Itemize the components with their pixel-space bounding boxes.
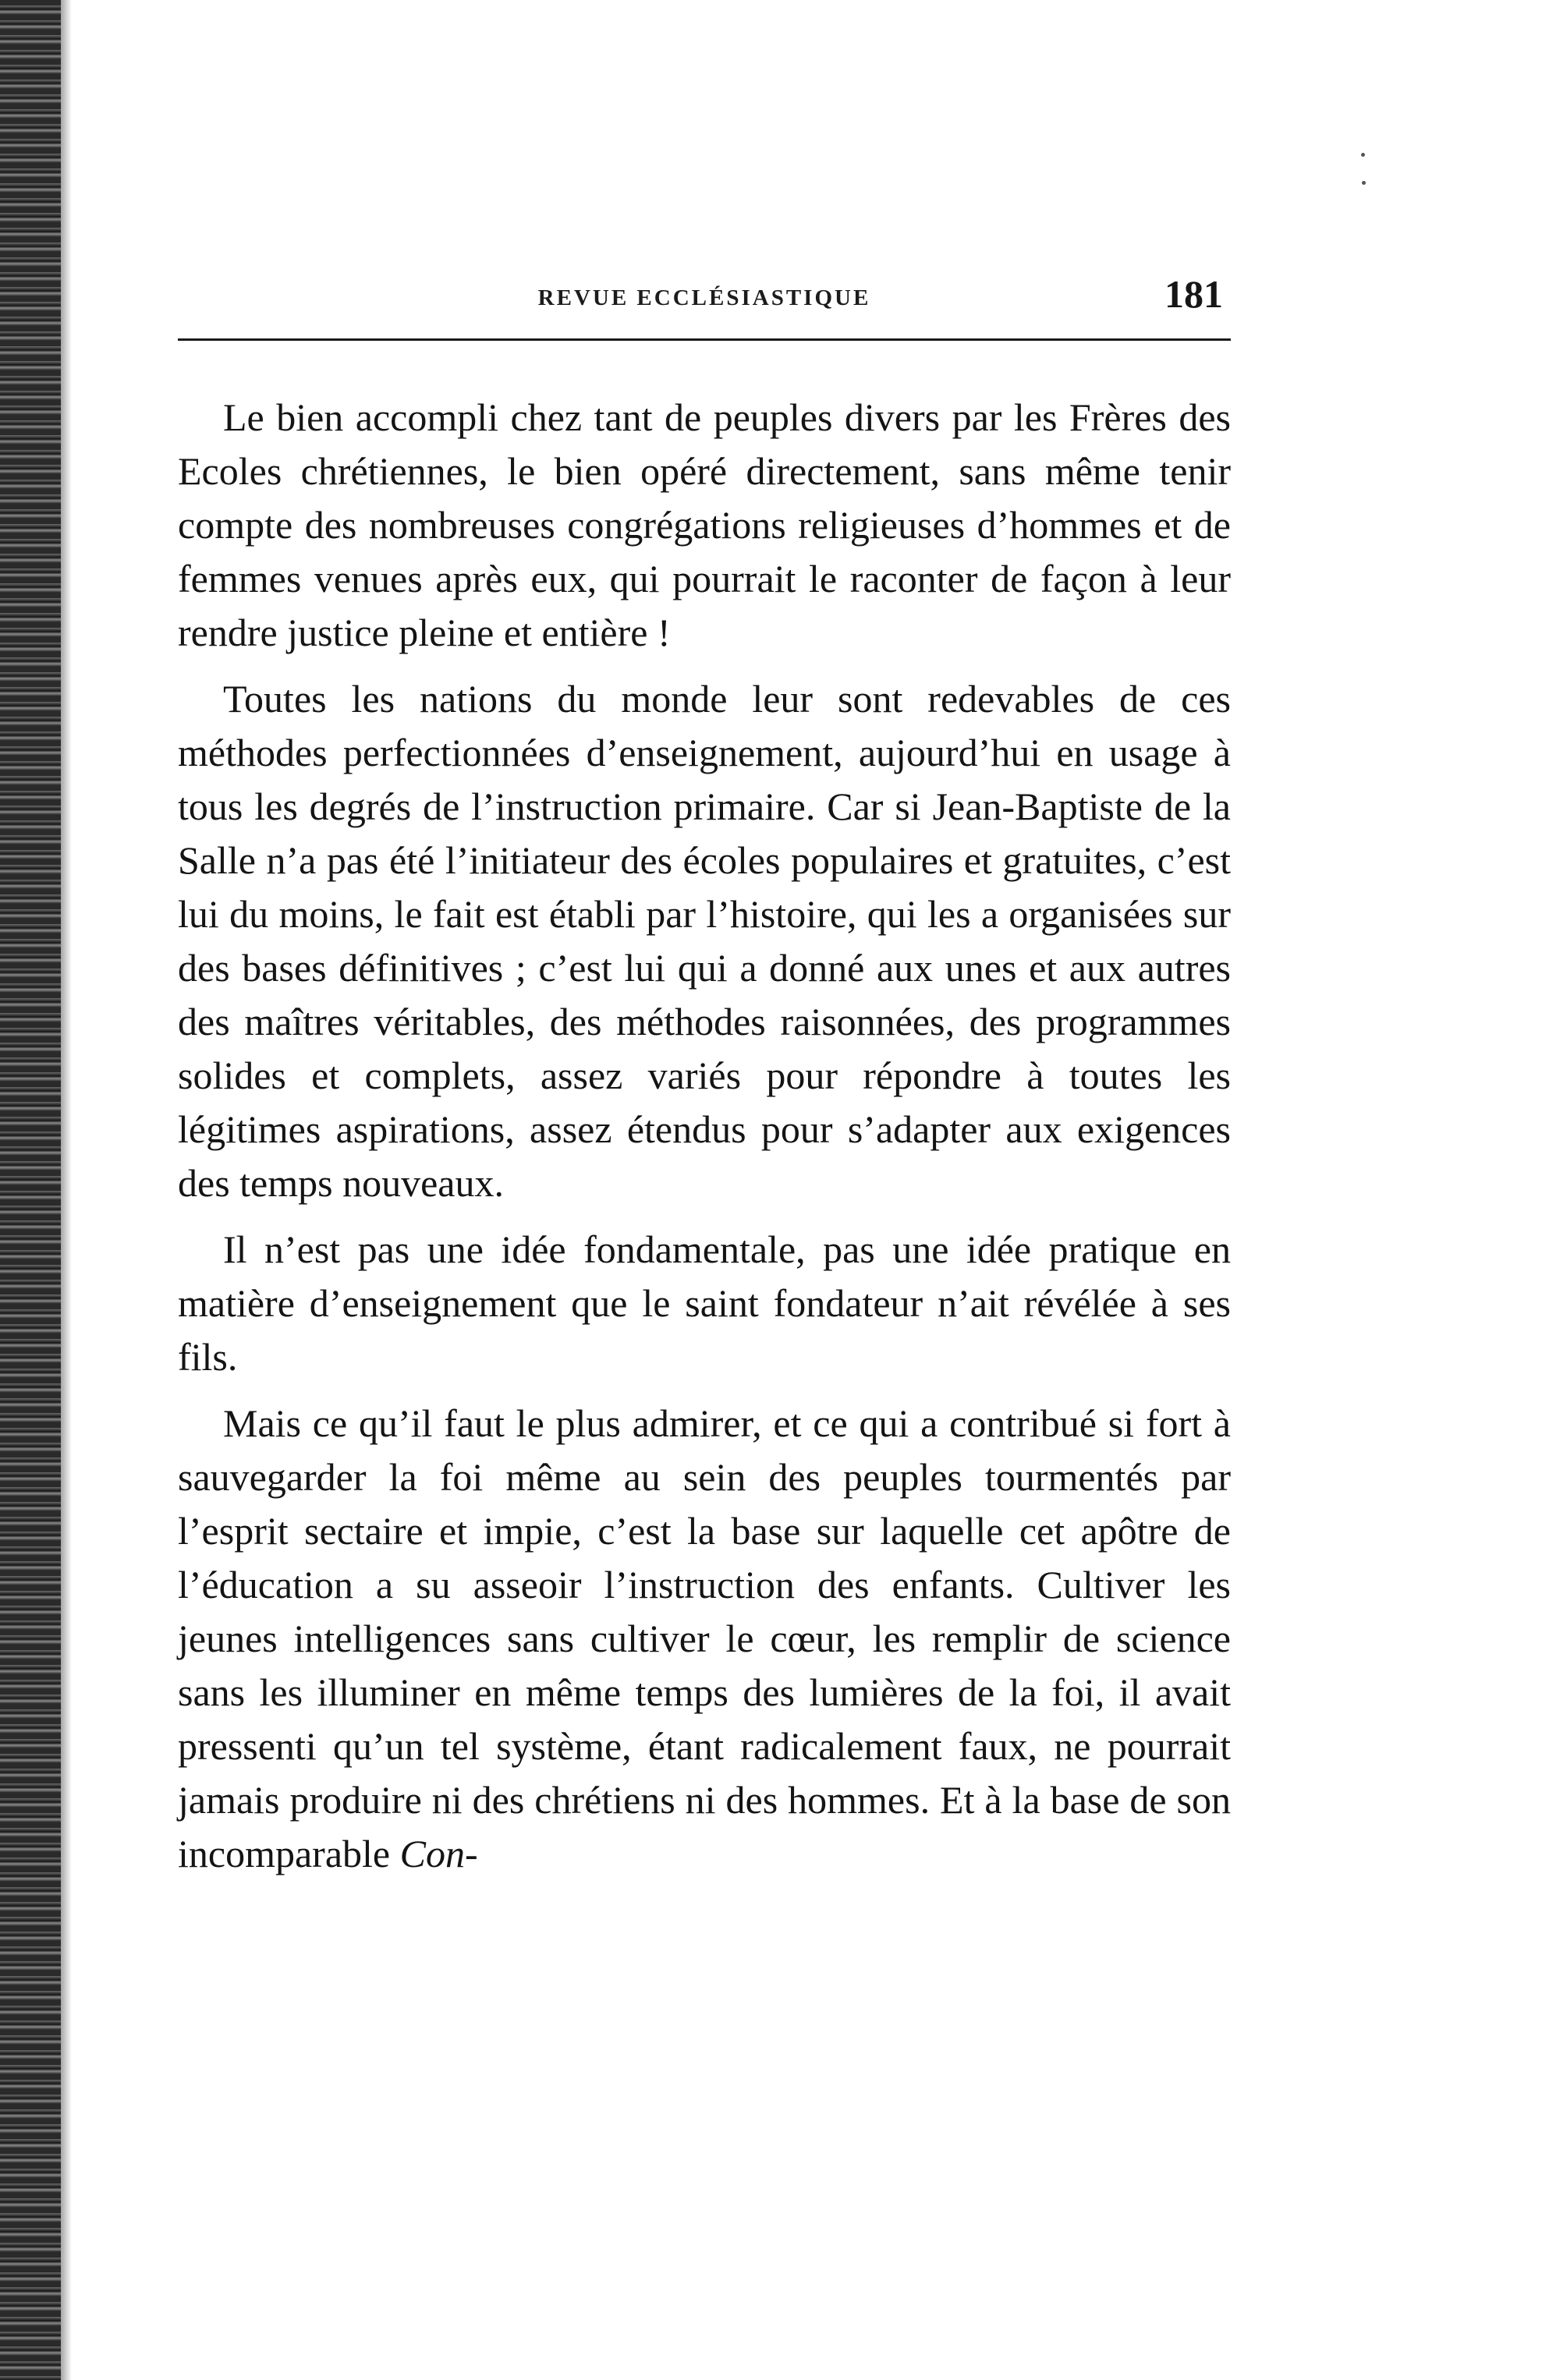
paper-speck bbox=[1361, 153, 1365, 157]
paragraph-1: Le bien accompli chez tant de peuples divers par les Frères des Ecoles chrétiennes, le bien opéré directement, sans même tenir compte des nombreuses congrégations religieuses d’hommes et de femmes venues après eux, qui pourrait le raconter de façon à leur rendre justice pleine et entière ! bbox=[178, 395, 1231, 654]
paragraph-2: Toutes les nations du monde leur sont redevables de ces méthodes perfectionnées d’enseignement, aujourd’hui en usage à tous les degrés de l’instruction primaire. Car si Jean-Baptiste de la Salle n’a pas été l’initiateur des écoles populaires et gratuites, c’est lui du moins, le fait est établi par l’histoire, qui les a organisées sur des bases définitives ; c’est lui qui a donné aux unes et aux autres des maîtres véritables, des méthodes raisonnées, des programmes solides et complets, assez variés pour répondre à toutes les légitimes aspirations, assez étendus pour s’adapter aux exigences des temps nouveaux. bbox=[178, 677, 1231, 1205]
trailing-italic-word: Con- bbox=[399, 1832, 478, 1875]
body-text bbox=[178, 391, 1231, 1881]
running-header bbox=[178, 265, 1231, 328]
page-number: 181 bbox=[1164, 272, 1223, 316]
paper-speck bbox=[1362, 181, 1366, 185]
running-title: REVUE ECCLÉSIASTIQUE bbox=[537, 285, 871, 310]
paragraph-4-text: Mais ce qu’il faut le plus admirer, et ce qui a contribué si fort à sauvegarder la foi même au sein des peuples tourmentés par l’esprit sectaire et impie, c’est la base sur laquelle cet apôtre de l’éducation a su asseoir l’instruction des enfants. Cultiver les jeunes intelligences sans cultiver le cœur, les remplir de science sans les illuminer en même temps des lumières de la foi, il avait pressenti qu’un tel système, étant radicalement faux, ne pourrait jamais produire ni des chrétiens ni des hommes. Et à la base de son incomparable bbox=[178, 1401, 1231, 1875]
paragraph-4 bbox=[178, 1397, 1231, 1881]
book-page bbox=[178, 265, 1231, 1893]
book-binding-edge bbox=[0, 0, 61, 2380]
paragraph-3: Il n’est pas une idée fondamentale, pas une idée pratique en matière d’enseignement que le saint fondateur n’ait révélée à ses fils. bbox=[178, 1227, 1231, 1379]
header-rule bbox=[178, 338, 1231, 341]
